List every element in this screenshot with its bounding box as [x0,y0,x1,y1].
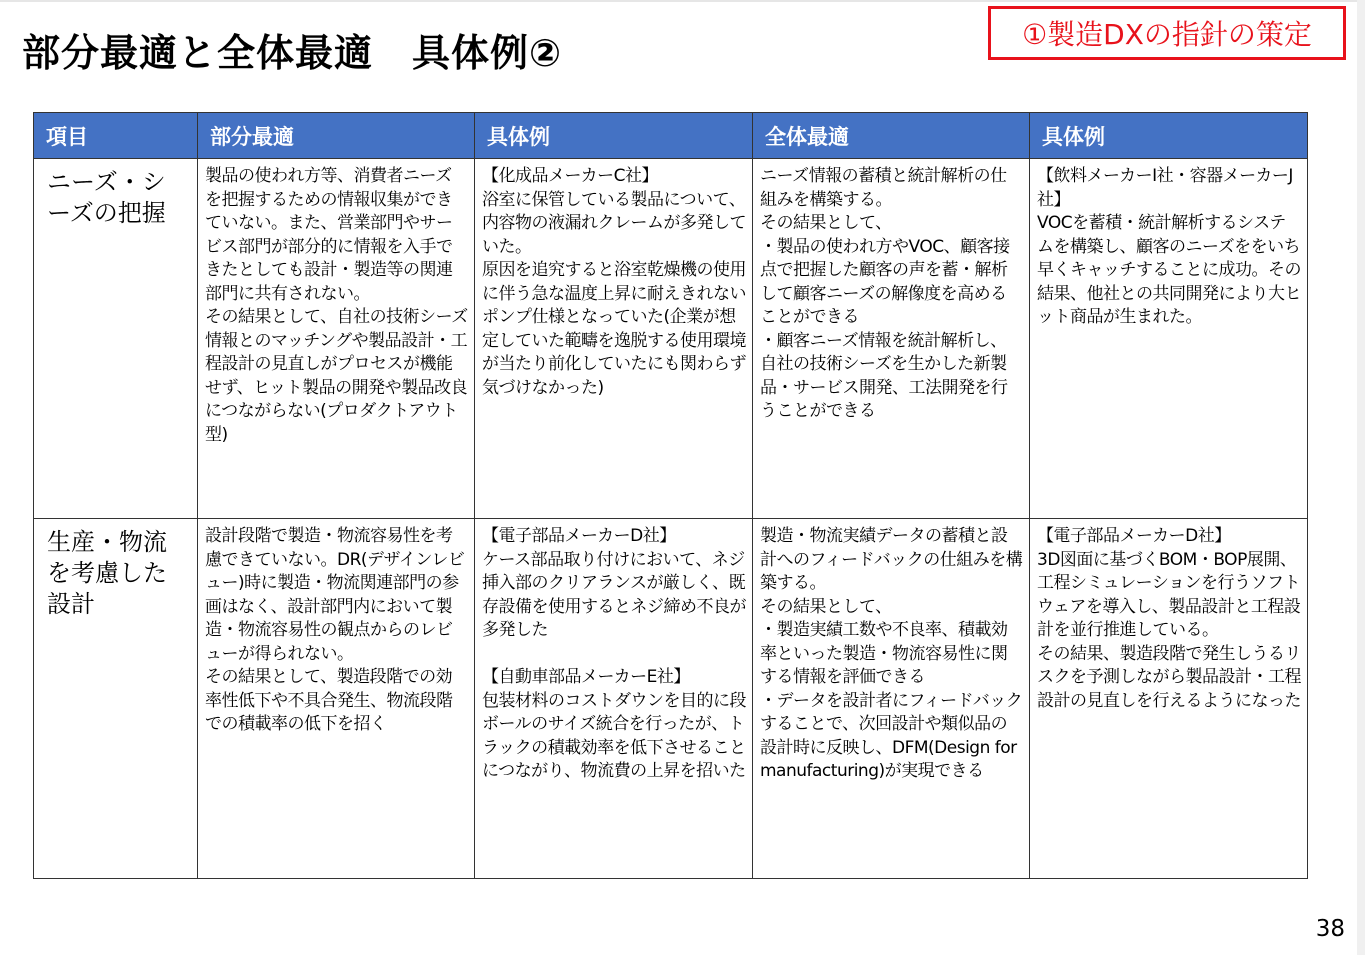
row-overall-example-cell: 【電子部品メーカーD社】 3D図面に基づくBOM・BOP展開、工程シミュレーションを行うソフトウェアを導入し、製品設計と工程設計を並行推進している。 その結果、製造段階で発生しうるリスクを予測しながら製品設計・工程設計の見直しを行えるようになった [1030,519,1308,879]
row-partial-example-cell: 【化成品メーカーC社】 浴室に保管している製品について、内容物の液漏れクレームが多発していた。 原因を追究すると浴室乾燥機の使用に伴う急な温度上昇に耐えきれないポンプ仕様となっていた(企業が想定していた範疇を逸脱する使用環境が当たり前化していたにも関わらず気づけなかった) [475,159,753,519]
row-item-label: ニーズ・シーズの把握 [34,159,198,519]
table-row [34,159,1308,519]
slide-title: 部分最適と全体最適 具体例② [22,31,563,75]
table-row [34,519,1308,879]
row-overall-cell: ニーズ情報の蓄積と統計解析の仕組みを構築する。 その結果として、 ・製品の使われ方やVOC、顧客接点で把握した顧客の声を蓄・解析して顧客ニーズの解像度を高めることができる ・顧客ニーズ情報を統計解析し、自社の技術シーズを生かした新製品・サービス開発、工法開発を行うことができる [753,159,1030,519]
header-partial-example: 具体例 [475,113,753,159]
header-overall-example: 具体例 [1030,113,1308,159]
row-overall-cell: 製造・物流実績データの蓄積と設計へのフィードバックの仕組みを構築する。 その結果として、 ・製造実績工数や不良率、積載効率といった製造・物流容易性に関する情報を評価できる ・データを設計者にフィードバックすることで、次回設計や類似品の設計時に反映し、DFM(Design for manufacturing)が実現できる [753,519,1030,879]
comparison-table [33,112,1308,879]
header-item: 項目 [34,113,198,159]
top-border [0,0,1365,2]
page-number: 38 [1315,916,1345,942]
row-overall-example-cell: 【飲料メーカーI社・容器メーカーJ社】 VOCを蓄積・統計解析するシステムを構築し、顧客のニーズををいち早くキャッチすることに成功。その結果、他社との共同開発により大ヒット商品が生まれた。 [1030,159,1308,519]
scrollbar-track[interactable] [1357,0,1365,955]
row-partial-cell: 設計段階で製造・物流容易性を考慮できていない。DR(デザインレビュー)時に製造・物流関連部門の参画はなく、設計部門内において製造・物流容易性の観点からのレビューが得られない。 その結果として、製造段階での効率性低下や不具合発生、物流段階での積載率の低下を招く [198,519,475,879]
header-overall-optimum: 全体最適 [753,113,1030,159]
row-item-label: 生産・物流を考慮した設計 [34,519,198,879]
table-header-row [34,113,1308,159]
row-partial-example-cell: 【電子部品メーカーD社】 ケース部品取り付けにおいて、ネジ挿入部のクリアランスが厳しく、既存設備を使用するとネジ締め不良が多発した 【自動車部品メーカーE社】 包装材料のコストダウンを目的に段ボールのサイズ統合を行ったが、トラックの積載効率を低下させることにつながり、物流費の上昇を招いた [475,519,753,879]
row-partial-cell: 製品の使われ方等、消費者ニーズを把握するための情報収集ができていない。また、営業部門やサービス部門が部分的に情報を入手できたとしても設計・製造等の関連部門に共有されない。 その結果として、自社の技術シーズ情報とのマッチングや製品設計・工程設計の見直しがプロセスが機能せず、ヒット製品の開発や製品改良につながらない(プロダクトアウト型) [198,159,475,519]
header-partial-optimum: 部分最適 [198,113,475,159]
section-badge: ①製造DXの指針の策定 [988,6,1346,60]
